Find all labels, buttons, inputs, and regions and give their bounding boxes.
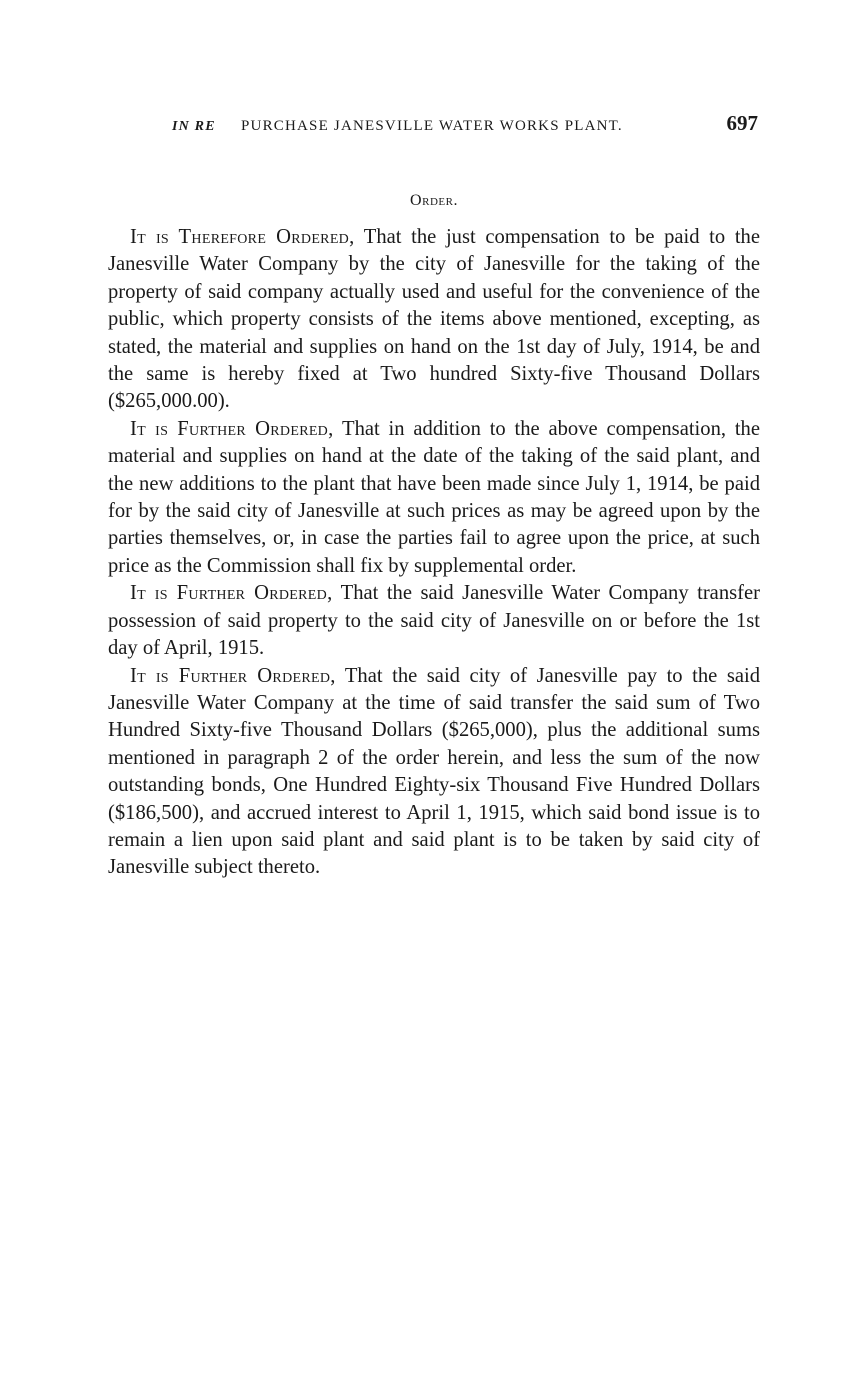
paragraph-lead: It is Further Ordered,	[130, 417, 334, 440]
paragraph-text: That the said Janesville Water Company transfer possession of said property to the said city of Janesville on or before the 1st day of April, 1915.	[108, 582, 760, 660]
running-head-prefix: IN RE	[172, 119, 216, 134]
paragraph-lead: It is Therefore Ordered,	[130, 226, 355, 248]
running-head	[108, 110, 760, 144]
paragraph-lead: It is Further Ordered,	[130, 664, 336, 687]
paragraph-lead: It is Further Ordered,	[130, 582, 333, 605]
document-page	[108, 110, 760, 882]
running-head-title: PURCHASE JANESVILLE WATER WORKS PLANT.	[241, 118, 623, 134]
order-paragraph-2	[108, 416, 760, 580]
paragraph-text: That the just compensation to be paid to the Janesville Water Company by the city of Janesville for the taking of the property of said company actually used and useful for the convenience of the public, which property consists of the items above mentioned, excepting, as stated, the material and supplies on hand on the 1st day of July, 1914, be and the same is hereby fixed at Two hundred Sixty-five Thousand Dollars ($265,000.00).	[108, 226, 760, 413]
order-paragraph-4	[108, 663, 760, 882]
paragraph-text: That in addition to the above compensation, the material and supplies on hand at the date of the taking of the said plant, and the new additions to the plant that have been made since July 1, 1914, be paid for by the said city of Janesville at such prices as may be agreed upon by the parties themselves, or, in case the parties fail to agree upon the price, at such price as the Commission shall fix by supplemental order.	[108, 417, 760, 577]
order-paragraph-1	[108, 224, 760, 416]
paragraph-text: That the said city of Janesville pay to the said Janesville Water Company at the time of said transfer the said sum of Two Hundred Sixty-five Thousand Dollars ($265,000), plus the additional sums mentioned in paragraph 2 of the order herein, and less the sum of the now outstanding bonds, One Hundred Eighty-six Thousand Five Hundred Dollars ($186,500), and accrued interest to April 1, 1915, which said bond issue is to remain a lien upon said plant and said plant is to be taken by said city of Janesville subject thereto.	[108, 664, 760, 879]
section-heading: Order.	[410, 192, 458, 209]
page-number: 697	[726, 111, 758, 135]
order-paragraph-3	[108, 580, 760, 662]
